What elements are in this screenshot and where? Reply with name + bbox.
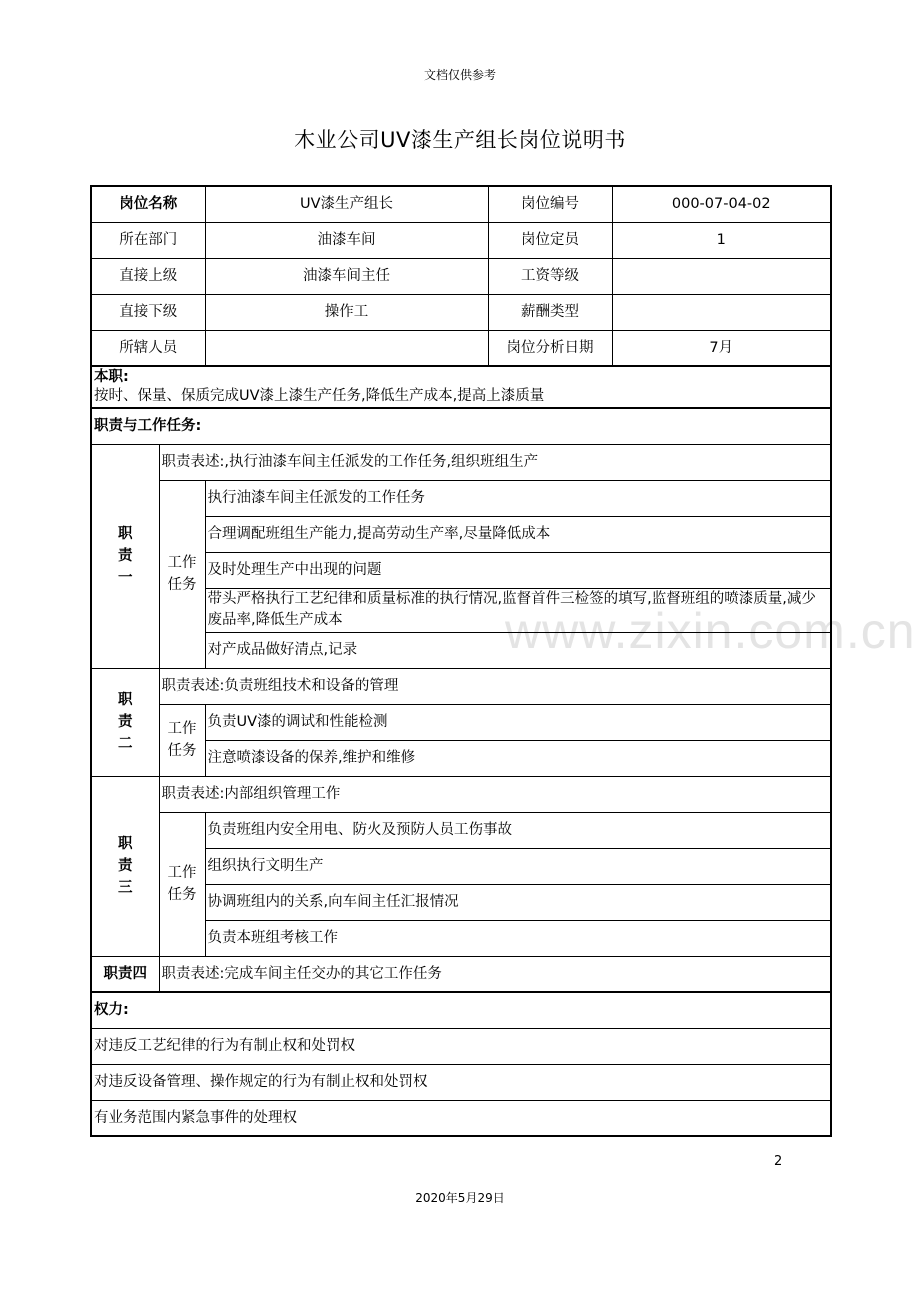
duty-1-task-1: 执行油漆车间主任派发的工作任务 <box>205 480 831 516</box>
duty-summary-text: 按时、保量、保质完成UV漆上漆生产任务,降低生产成本,提高上漆质量 <box>94 388 545 404</box>
authority-item-3: 有业务范围内紧急事件的处理权 <box>91 1100 831 1136</box>
subordinate-label: 直接下级 <box>91 294 205 330</box>
authority-header: 权力: <box>91 992 831 1028</box>
superior-value: 油漆车间主任 <box>205 258 488 294</box>
duty-3-task-2: 组织执行文明生产 <box>205 848 831 884</box>
job-description-table <box>90 185 832 1137</box>
duty-2-label: 职 责 二 <box>91 668 159 776</box>
duty-4-label: 职责四 <box>91 956 159 992</box>
analysis-date-label: 岗位分析日期 <box>488 330 612 366</box>
analysis-date-value: 7月 <box>612 330 831 366</box>
duty-2-task-1: 负责UV漆的调试和性能检测 <box>205 704 831 740</box>
duty-1-task-2: 合理调配班组生产能力,提高劳动生产率,尽量降低成本 <box>205 516 831 552</box>
staff-value <box>205 330 488 366</box>
duty-1-desc: 职责表述:,执行油漆车间主任派发的工作任务,组织班组生产 <box>159 444 831 480</box>
duty-2-task-2: 注意喷漆设备的保养,维护和维修 <box>205 740 831 776</box>
authority-item-2: 对违反设备管理、操作规定的行为有制止权和处罚权 <box>91 1064 831 1100</box>
staff-label: 所辖人员 <box>91 330 205 366</box>
duty-3-desc: 职责表述:内部组织管理工作 <box>159 776 831 812</box>
dept-value: 油漆车间 <box>205 222 488 258</box>
post-no-value: 000-07-04-02 <box>612 186 831 222</box>
duty-summary <box>91 366 831 408</box>
duty-2-task-label: 工作 任务 <box>159 704 205 776</box>
salary-type-label: 薪酬类型 <box>488 294 612 330</box>
document-title: 木业公司UV漆生产组长岗位说明书 <box>294 128 626 152</box>
subordinate-value: 操作工 <box>205 294 488 330</box>
duty-1-label: 职 责 一 <box>91 444 159 668</box>
post-name-value: UV漆生产组长 <box>205 186 488 222</box>
superior-label: 直接上级 <box>91 258 205 294</box>
duty-1-task-4: 带头严格执行工艺纪律和质量标准的执行情况,监督首件三检签的填写,监督班组的喷漆质量,减少废品率,降低生产成本 <box>205 588 831 632</box>
quota-value: 1 <box>612 222 831 258</box>
quota-label: 岗位定员 <box>488 222 612 258</box>
header-note: 文档仅供参考 <box>423 68 496 82</box>
duty-1-task-label: 工作 任务 <box>159 480 205 668</box>
duty-1-task-5: 对产成品做好清点,记录 <box>205 632 831 668</box>
duty-3-task-4: 负责本班组考核工作 <box>205 920 831 956</box>
dept-label: 所在部门 <box>91 222 205 258</box>
duty-3-label: 职 责 三 <box>91 776 159 956</box>
duty-1-task-3: 及时处理生产中出现的问题 <box>205 552 831 588</box>
grade-value <box>612 258 831 294</box>
post-no-label: 岗位编号 <box>488 186 612 222</box>
duties-header: 职责与工作任务: <box>91 408 831 444</box>
duty-2-desc: 职责表述:负责班组技术和设备的管理 <box>159 668 831 704</box>
page-number: 2 <box>774 1154 783 1169</box>
footer-date: 2020年5月29日 <box>415 1191 505 1205</box>
duty-summary-label: 本职: <box>94 369 129 385</box>
post-name-label: 岗位名称 <box>91 186 205 222</box>
duty-3-task-label: 工作 任务 <box>159 812 205 956</box>
watermark: www.zixin.com.cn <box>505 603 916 659</box>
duty-3-task-1: 负责班组内安全用电、防火及预防人员工伤事故 <box>205 812 831 848</box>
salary-type-value <box>612 294 831 330</box>
duty-4-desc: 职责表述:完成车间主任交办的其它工作任务 <box>159 956 831 992</box>
authority-item-1: 对违反工艺纪律的行为有制止权和处罚权 <box>91 1028 831 1064</box>
duty-3-task-3: 协调班组内的关系,向车间主任汇报情况 <box>205 884 831 920</box>
grade-label: 工资等级 <box>488 258 612 294</box>
